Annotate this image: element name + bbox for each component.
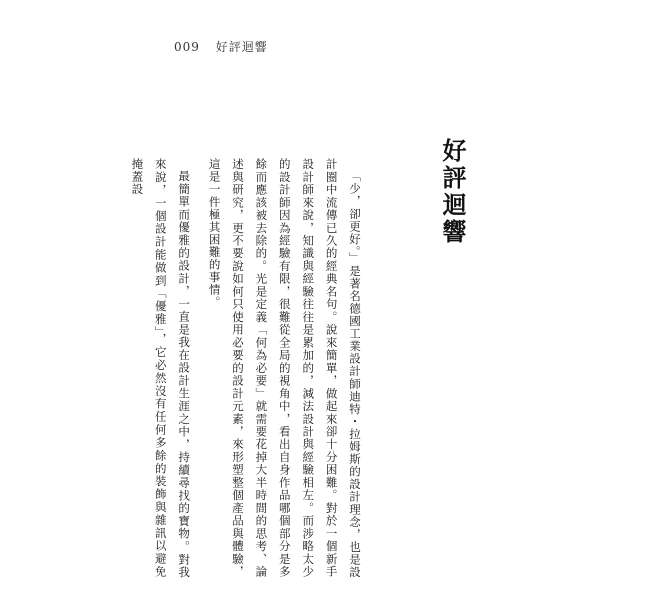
body-text <box>130 158 366 578</box>
paragraph-1: 「少，卻更好。」是著名德國工業設計師迪特・拉姆斯的設計理念，也是設計圈中流傳已久的經典名句。說來簡單，做起來卻十分困難。對於一個新手設計師來說，知識與經驗往往是累加的，減法設計與經驗相左。而涉略太少的設計師因為經驗有限，很難從全局的視角中，看出自身作品哪個部分是多餘而應該被去除的。光是定義「何為必要」就需要花掉大半時間的思考、論述與研究，更不要說如何只使用必要的設計元素，來形塑整個產品與體驗，這是一件極其困難的事情。 <box>207 158 362 578</box>
chapter-title: 好評迴響 <box>438 138 467 246</box>
running-head-section: 好評迴響 <box>215 40 268 54</box>
running-head <box>174 40 268 54</box>
page-number: 009 <box>174 40 200 54</box>
paragraph-2: 最簡單而優雅的設計，一直是我在設計生涯之中，持續尋找的寶物。對我來說，一個設計能做到「優雅」，它必然沒有任何多餘的裝飾與雜訊以避免掩蓋設 <box>130 158 192 578</box>
